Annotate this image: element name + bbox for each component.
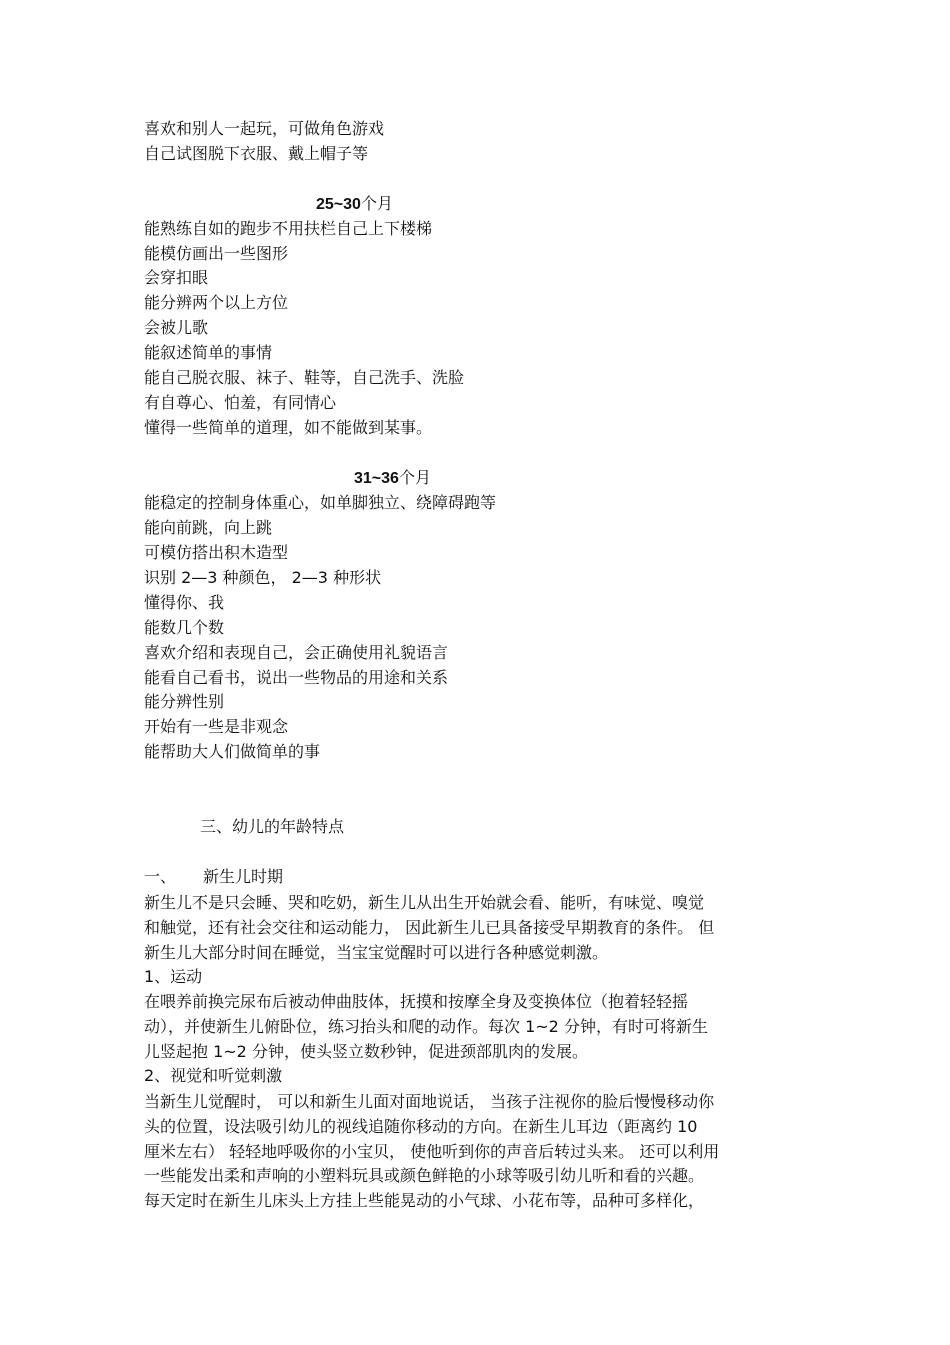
age-range: 31~36	[354, 470, 399, 487]
paragraph-line: 每天定时在新生儿床头上方挂上些能晃动的小气球、小花布等，品种可多样化，	[144, 1191, 705, 1211]
age-unit: 个月	[398, 468, 431, 487]
list-item: 有自尊心、怕羞，有同情心	[144, 393, 337, 412]
section-heading-25-30	[316, 194, 393, 215]
paragraph-line: 动），并使新生儿俯卧位，练习抬头和爬的动作。每次 1~2 分钟，有时可将新生	[144, 1016, 708, 1036]
list-item: 能模仿画出一些图形	[144, 244, 289, 263]
intro-paragraph	[144, 891, 804, 965]
text-line: 自己试图脱下衣服、戴上帽子等	[144, 144, 369, 163]
paragraph-line: 儿竖起抱 1~2 分钟，使头竖立数秒钟，促进颈部肌肉的发展。	[144, 1041, 588, 1061]
list-item: 可模仿搭出积木造型	[144, 543, 289, 562]
list-item: 能向前跳，向上跳	[144, 518, 273, 537]
list-item: 开始有一些是非观念	[144, 717, 289, 736]
list-item: 喜欢介绍和表现自己，会正确使用礼貌语言	[144, 643, 449, 662]
subsection-title: 新生儿时期	[203, 867, 284, 886]
list-item: 能分辨两个以上方位	[144, 293, 289, 312]
age-unit: 个月	[360, 194, 393, 213]
list-item: 能稳定的控制身体重心，如单脚独立、绕障碍跑等	[144, 493, 497, 512]
paragraph-line: 新生儿不是只会睡、哭和吃奶，新生儿从出生开始就会看、能听，有味觉、嗅觉	[144, 893, 705, 912]
subsection-number: 一、	[144, 867, 177, 886]
paragraph-line: 当新生儿觉醒时， 可以和新生儿面对面地说话， 当孩子注视你的脸后慢慢移动你	[144, 1092, 715, 1111]
list-item: 能分辨性别	[144, 692, 225, 711]
section-heading-31-36	[354, 468, 431, 489]
list-item: 会被儿歌	[144, 318, 209, 337]
list-item: 能自己脱衣服、袜子、鞋等，自己洗手、洗脸	[144, 368, 465, 387]
motion-heading: 1、运动	[144, 967, 203, 986]
paragraph-line: 新生儿大部分时间在睡觉，当宝宝觉醒时可以进行各种感觉刺激。	[144, 942, 609, 962]
motion-paragraph	[144, 990, 804, 1064]
list-item: 懂得一些简单的道理，如不能做到某事。	[144, 418, 433, 437]
list-item: 能熟练自如的跑步不用扶栏自己上下楼梯	[144, 219, 433, 238]
text-line: 喜欢和别人一起玩，可做角色游戏	[144, 119, 385, 138]
age-range: 25~30	[316, 196, 361, 213]
paragraph-line: 一些能发出柔和声响的小塑料玩具或颜色鲜艳的小球等吸引幼儿听和看的兴趣。	[144, 1166, 705, 1186]
list-item: 会穿扣眼	[144, 268, 209, 287]
list-item: 识别 2—3 种颜色， 2—3 种形状	[144, 568, 382, 587]
list-item: 懂得你、我	[144, 593, 225, 612]
paragraph-line: 头的位置，设法吸引幼儿的视线追随你移动的方向。在新生儿耳边（距离约 10	[144, 1116, 698, 1136]
paragraph-line: 在喂养前换完尿布后被动伸曲肢体，抚摸和按摩全身及变换体位（抱着轻轻摇	[144, 992, 689, 1011]
vision-paragraph	[144, 1090, 804, 1214]
list-item: 能叙述简单的事情	[144, 343, 273, 362]
list-item: 能帮助大人们做简单的事	[144, 742, 321, 761]
paragraph-line: 和触觉，还有社会交往和运动能力， 因此新生儿已具备接受早期教育的条件。 但	[144, 917, 715, 937]
paragraph-line: 厘米左右） 轻轻地呼吸你的小宝贝， 使他听到你的声音后转过头来。 还可以利用	[144, 1141, 720, 1161]
list-item: 能看自己看书，说出一些物品的用途和关系	[144, 668, 449, 687]
chapter-title: 三、幼儿的年龄特点	[200, 817, 345, 836]
list-item: 能数几个数	[144, 618, 225, 637]
vision-heading: 2、视觉和听觉刺激	[144, 1066, 283, 1085]
